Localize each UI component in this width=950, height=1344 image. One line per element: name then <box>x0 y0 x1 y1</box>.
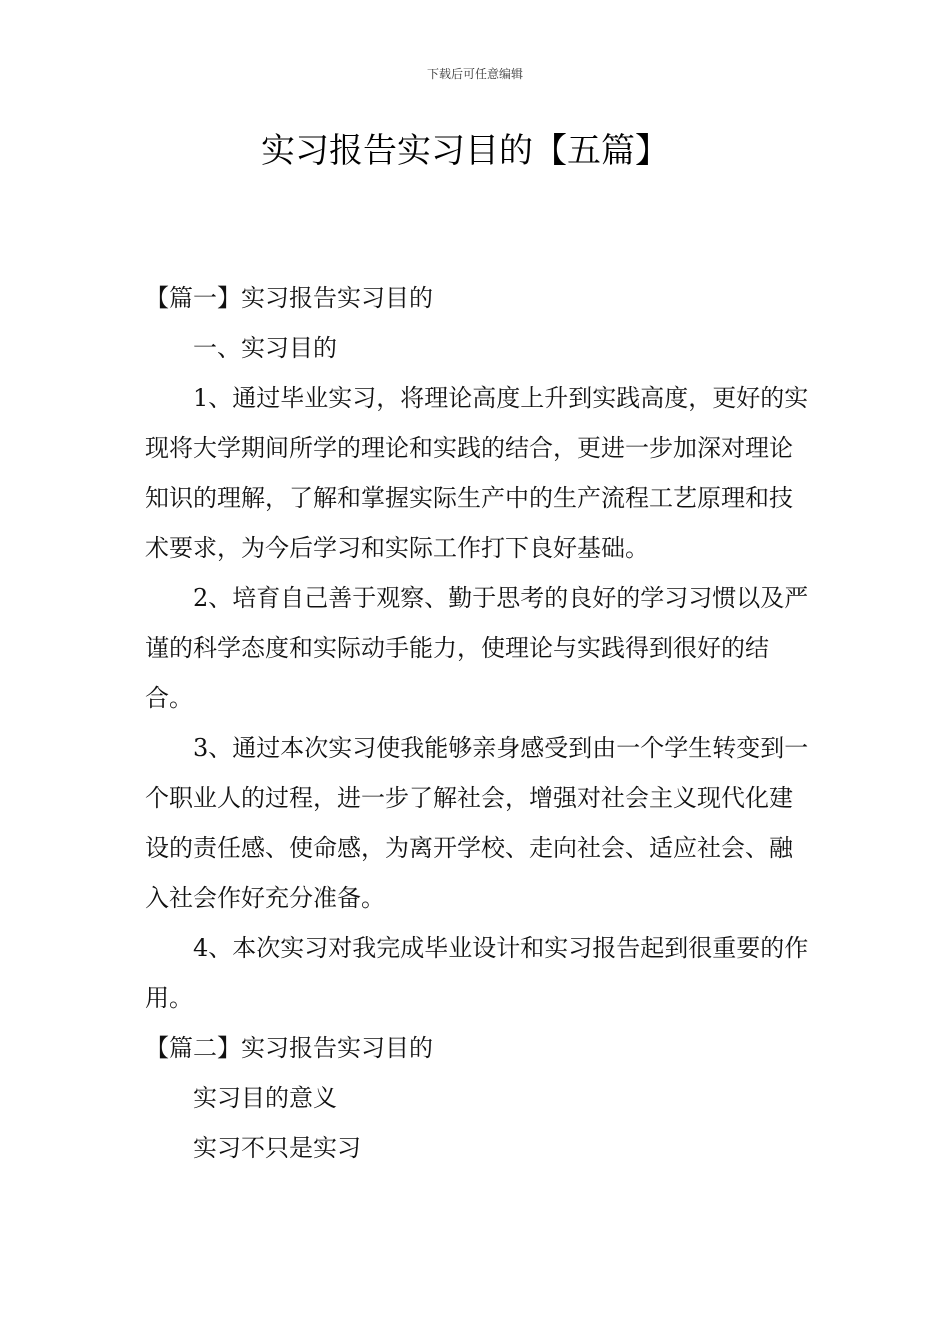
subheading-internship-purpose: 一、实习目的 <box>193 334 337 362</box>
paragraph-item-4: 4、本次实习对我完成毕业设计和实习报告起到很重要的作用。 <box>145 934 809 1012</box>
document-title: 实习报告实习目的【五篇】 <box>261 131 669 171</box>
document-body <box>145 273 810 1173</box>
subheading-purpose-meaning: 实习目的意义 <box>193 1084 337 1112</box>
paragraph-item-3: 3、通过本次实习使我能够亲身感受到由一个学生转变到一个职业人的过程，进一步了解社会，增强对社会主义现代化建设的责任感、使命感，为离开学校、走向社会、适应社会、融入社会作好充分准备。 <box>145 734 809 912</box>
section-heading-part-one: 【篇一】实习报告实习目的 <box>145 284 433 312</box>
paragraph-item-2: 2、培育自己善于观察、勤于思考的良好的学习习惯以及严谨的科学态度和实际动手能力，使理论与实践得到很好的结合。 <box>145 584 809 712</box>
paragraph-item-1: 1、通过毕业实习，将理论高度上升到实践高度，更好的实现将大学期间所学的理论和实践的结合，更进一步加深对理论知识的理解，了解和掌握实际生产中的生产流程工艺原理和技术要求，为今后学习和实际工作打下良好基础。 <box>145 384 809 562</box>
subheading-not-only-internship: 实习不只是实习 <box>193 1134 361 1162</box>
header-note: 下载后可任意编辑 <box>426 67 523 81</box>
section-heading-part-two: 【篇二】实习报告实习目的 <box>145 1034 433 1062</box>
